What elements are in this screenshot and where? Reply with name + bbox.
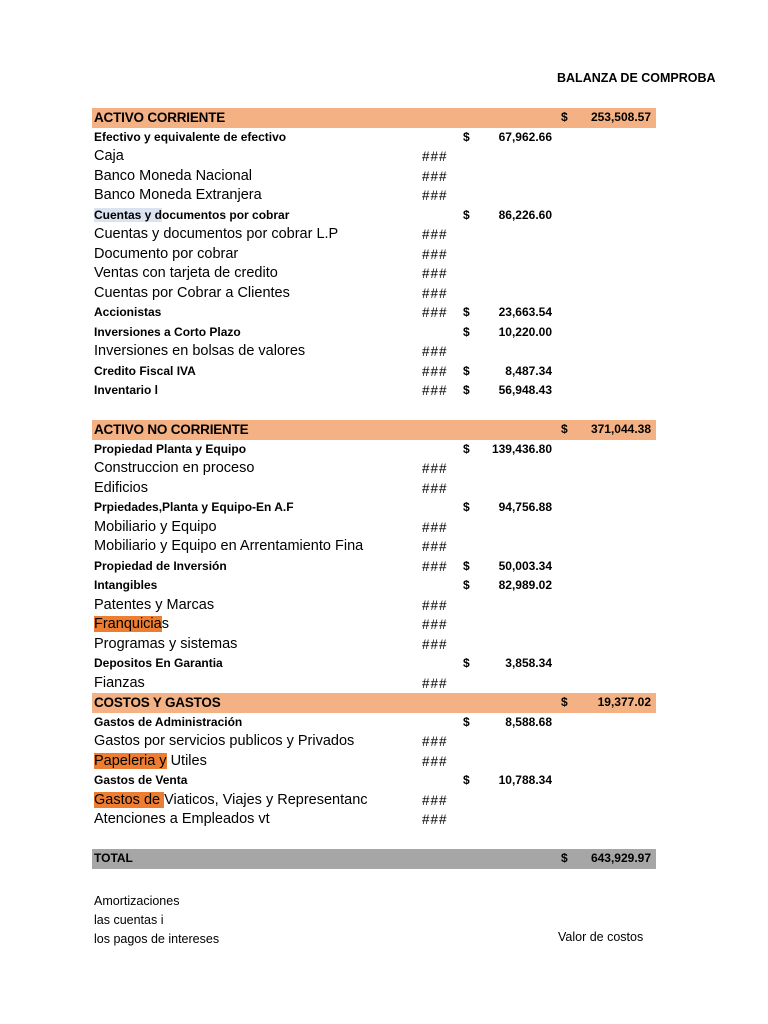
account-row[interactable] [92,147,656,167]
account-label: Edificios [94,479,148,496]
account-row[interactable] [92,498,656,518]
account-label: TOTAL [94,851,133,865]
currency-symbol: $ [561,110,568,124]
overflow-cell: ### [422,344,448,359]
account-row[interactable] [92,303,656,323]
account-row[interactable] [92,615,656,635]
currency-symbol: $ [463,383,470,397]
note-line[interactable]: Amortizaciones [94,894,180,908]
account-label: Inversiones a Corto Plazo [94,324,241,339]
account-row[interactable] [92,771,656,791]
overflow-cell: ### [422,383,448,398]
overflow-cell: ### [422,753,448,769]
currency-symbol: $ [463,207,470,222]
currency-symbol: $ [463,500,470,514]
overflow-cell: ### [422,636,448,652]
account-label: Propiedad de Inversión [94,558,227,573]
note-line[interactable]: las cuentas i [94,913,164,927]
account-label: Accionistas [94,305,162,319]
account-label: Depositos En Garantia [94,656,223,670]
highlighted-text: Gastos de [94,791,165,808]
overflow-cell: ### [422,792,448,808]
currency-symbol: $ [561,422,568,436]
account-row[interactable] [92,713,656,733]
account-row[interactable] [92,654,656,674]
account-label [94,206,384,226]
account-label: Banco Moneda Extranjera [94,187,262,203]
overflow-cell: ### [422,246,448,262]
overflow-cell: ### [422,539,448,554]
label-rest: Viaticos, Viajes y Representanc [164,791,368,808]
account-label: Efectivo y equivalente de efectivo [94,129,287,144]
account-row[interactable] [92,342,656,362]
account-label [94,791,384,811]
account-label: Gastos por servicios publicos y Privados [94,733,355,749]
account-label: Cuentas por Cobrar a Clientes [94,284,290,301]
account-row[interactable] [92,557,656,577]
subtotal-amount: 23,663.54 [498,305,552,319]
account-label: Cuentas y documentos por cobrar L.P [94,226,339,242]
account-row[interactable] [92,732,656,752]
account-row[interactable] [92,225,656,245]
currency-symbol: $ [463,558,470,573]
currency-symbol: $ [463,578,470,592]
account-row[interactable] [92,167,656,187]
overflow-cell: ### [422,285,448,301]
overflow-cell: ### [422,461,448,476]
overflow-cell: ### [422,675,448,691]
overflow-cell: ### [422,480,448,496]
currency-symbol: $ [463,305,470,319]
currency-symbol: $ [561,695,568,709]
account-label: Mobiliario y Equipo [94,518,217,535]
section-total: 253,508.57 [590,110,651,124]
account-label: Gastos de Administración [94,714,243,729]
account-row[interactable] [92,479,656,499]
account-label: Prpiedades,Planta y Equipo-En A.F [94,500,294,514]
account-row[interactable] [92,206,656,226]
total-row[interactable] [92,849,656,869]
subtotal-amount: 10,788.34 [498,773,552,787]
account-label: Atenciones a Empleados vt [94,811,270,827]
account-label: Construccion en proceso [94,460,255,476]
balance-sheet [92,108,656,869]
account-row[interactable] [92,635,656,655]
subtotal-amount: 10,220.00 [498,324,552,339]
account-row[interactable] [92,518,656,538]
account-row[interactable] [92,674,656,694]
account-row[interactable] [92,128,656,148]
account-label: Inversiones en bolsas de valores [94,343,306,359]
overflow-cell: ### [422,734,448,749]
highlighted-text: Franquicia [94,616,162,632]
currency-symbol: $ [561,851,568,865]
label-rest: s [161,616,169,632]
account-label: Propiedad Planta y Equipo [94,441,247,456]
currency-symbol: $ [463,714,470,729]
overflow-cell: ### [422,363,448,379]
account-label: Fianzas [94,674,145,691]
subtotal-amount: 50,003.34 [498,558,552,573]
subtotal-amount: 3,858.34 [505,656,552,670]
note-line[interactable]: los pagos de intereses [94,932,220,946]
account-label: Ventas con tarjeta de credito [94,265,278,281]
overflow-cell: ### [422,305,448,320]
note-right[interactable]: Valor de costos [558,930,644,944]
subtotal-amount: 86,226.60 [498,207,552,222]
currency-symbol: $ [463,656,470,670]
subtotal-amount: 8,487.34 [505,363,552,378]
account-label: Intangibles [94,578,158,592]
account-row[interactable] [92,537,656,557]
subtotal-amount: 67,962.66 [498,129,552,144]
account-row[interactable] [92,323,656,343]
overflow-cell: ### [422,597,448,613]
account-label: ACTIVO CORRIENTE [94,110,226,125]
overflow-cell: ### [422,227,448,242]
account-row[interactable] [92,576,656,596]
section-total: 371,044.38 [590,422,651,436]
highlighted-text: Papeleria y [94,752,167,769]
section-total: 19,377.02 [597,695,651,709]
account-row[interactable] [92,596,656,616]
overflow-cell: ### [422,188,448,203]
account-label: Credito Fiscal IVA [94,363,196,378]
overflow-cell: ### [422,617,448,632]
account-row[interactable] [92,362,656,382]
label-rest: ocumentos por cobrar [162,207,290,222]
highlighted-text: Cuentas y d [94,207,163,222]
account-label [94,752,384,772]
notes [94,892,219,949]
currency-symbol: $ [463,324,470,339]
currency-symbol: $ [463,441,470,456]
account-label: Patentes y Marcas [94,596,215,613]
label-rest: Utiles [166,752,207,769]
account-label: Gastos de Venta [94,773,188,787]
account-label: Caja [94,148,124,164]
section-total: 643,929.97 [590,851,651,865]
overflow-cell: ### [422,519,448,535]
section-header-row[interactable] [92,420,656,440]
account-row[interactable] [92,440,656,460]
account-label: COSTOS Y GASTOS [94,695,221,710]
account-label: Documento por cobrar [94,245,239,262]
account-row[interactable] [92,810,656,830]
account-label: Banco Moneda Nacional [94,167,252,184]
blank-row[interactable] [92,830,656,850]
currency-symbol: $ [463,129,470,144]
subtotal-amount: 139,436.80 [491,441,552,456]
account-label: Inventario l [94,383,159,397]
account-label [94,615,384,635]
currency-symbol: $ [463,773,470,787]
overflow-cell: ### [422,168,448,184]
section-header-row[interactable] [92,693,656,713]
blank-row[interactable] [92,401,656,421]
account-row[interactable] [92,381,656,401]
account-label: Mobiliario y Equipo en Arrentamiento Fina [94,538,364,554]
account-row[interactable] [92,791,656,811]
account-row[interactable] [92,752,656,772]
subtotal-amount: 94,756.88 [498,500,552,514]
subtotal-amount: 82,989.02 [498,578,552,592]
account-label: ACTIVO NO CORRIENTE [94,422,249,437]
section-header-row[interactable] [92,108,656,128]
overflow-cell: ### [422,558,448,574]
overflow-cell: ### [422,812,448,827]
currency-symbol: $ [463,363,470,378]
overflow-cell: ### [422,266,448,281]
account-row[interactable] [92,459,656,479]
overflow-cell: ### [422,149,448,164]
account-row[interactable] [92,186,656,206]
account-row[interactable] [92,264,656,284]
account-label: Programas y sistemas [94,635,238,652]
account-row[interactable] [92,245,656,265]
sheet-title: BALANZA DE COMPROBA [557,71,716,85]
subtotal-amount: 8,588.68 [505,714,552,729]
account-row[interactable] [92,284,656,304]
subtotal-amount: 56,948.43 [498,383,552,397]
